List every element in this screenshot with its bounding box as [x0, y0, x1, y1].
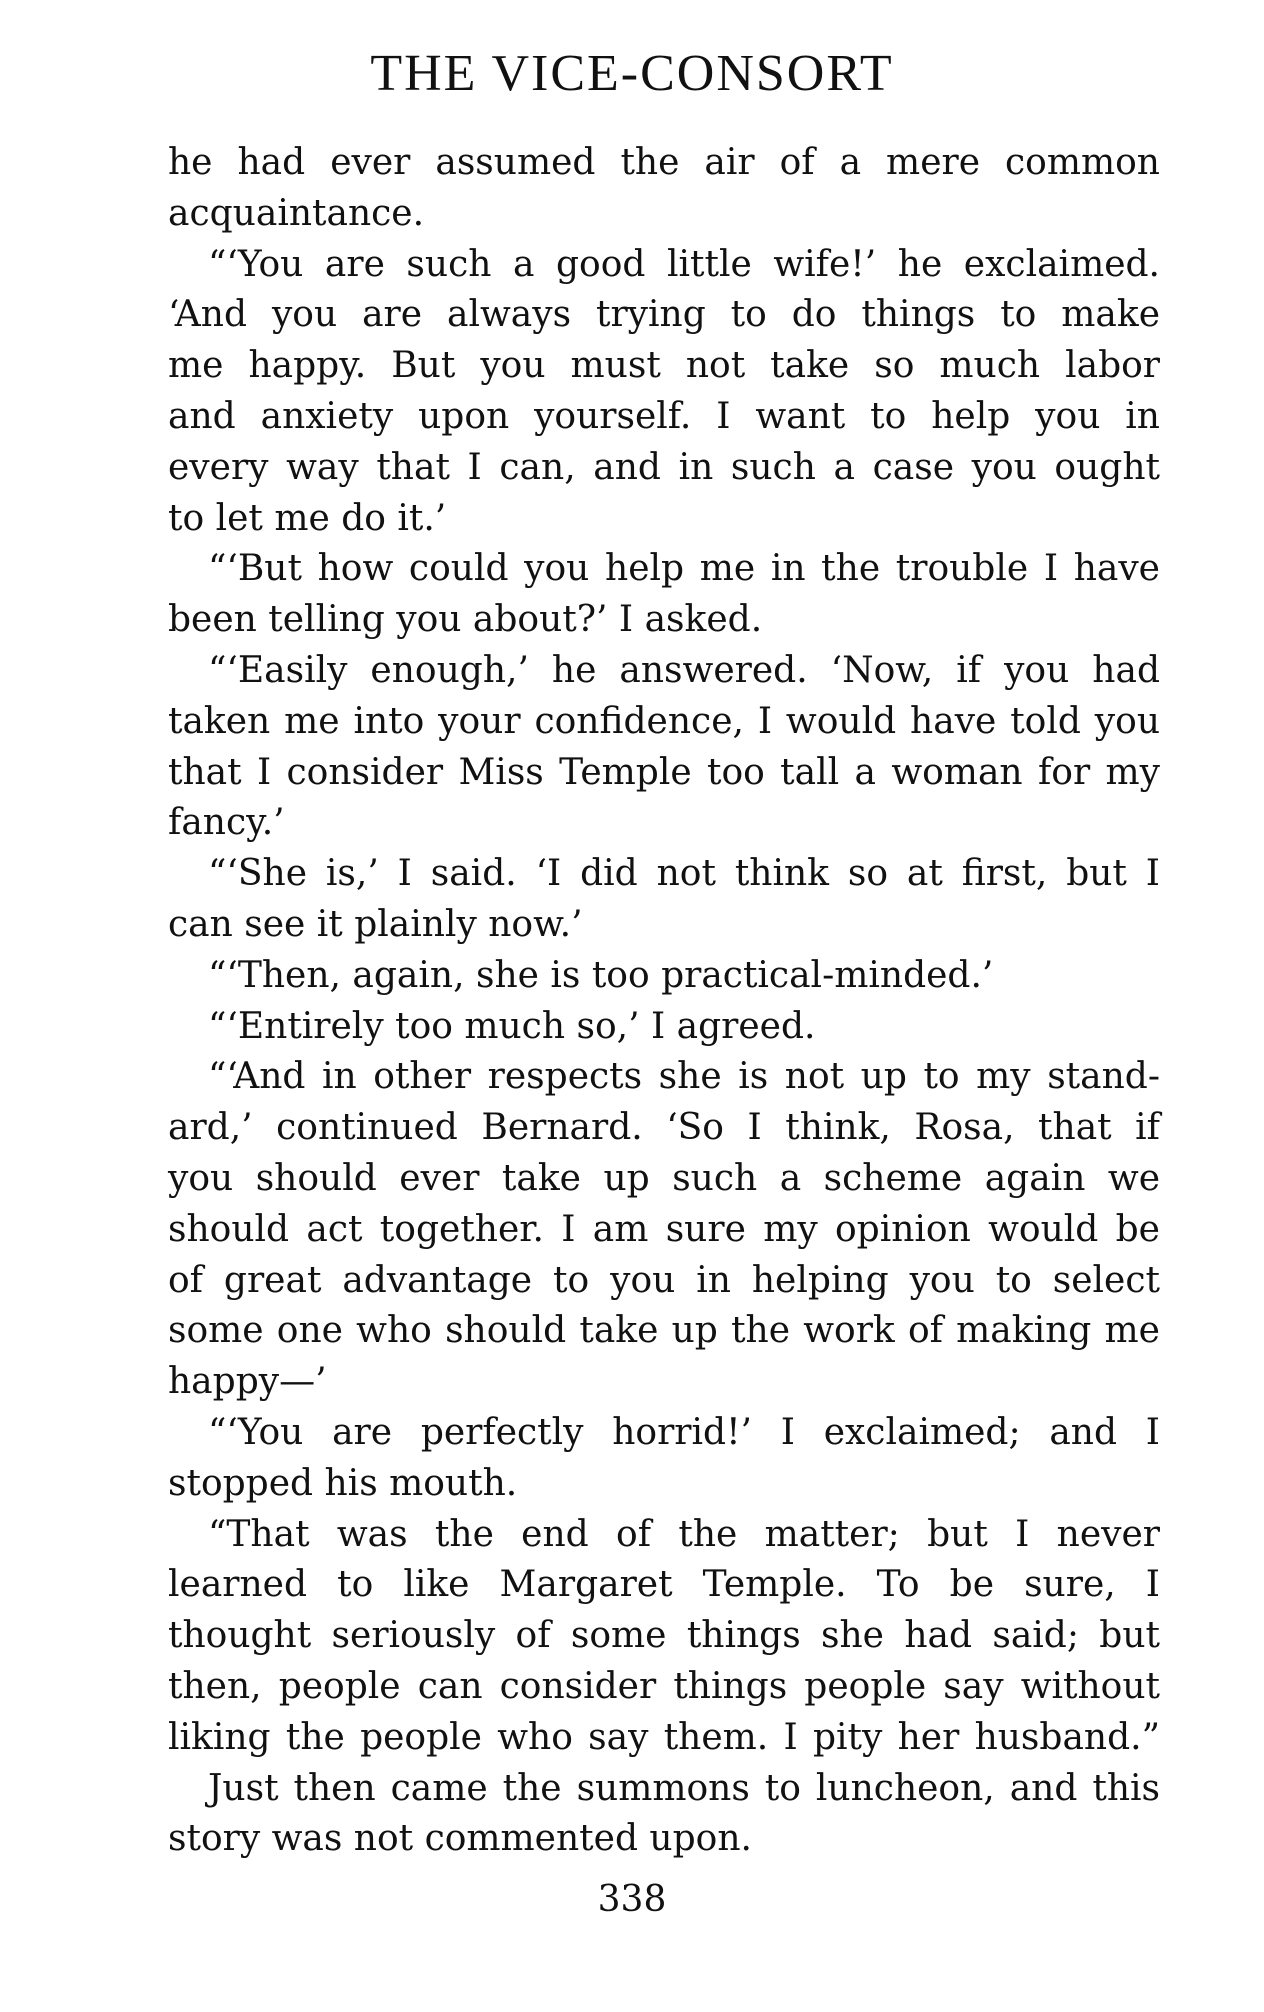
text-line: me happy. But you must not take so much labor	[168, 345, 1160, 387]
text-line: thought seriously of some things she had said; but	[168, 1615, 1160, 1657]
text-line: you should ever take up such a scheme again we	[168, 1157, 1160, 1199]
text-line: stopped his mouth.	[168, 1462, 518, 1504]
text-line: liking the people who say them. I pity her husband.”	[168, 1716, 1160, 1758]
text-line: every way that I can, and in such a case you ought	[168, 446, 1160, 488]
text-line: should act together. I am sure my opinion would be	[168, 1208, 1160, 1250]
text-line: “‘Easily enough,’ he answered. ‘Now, if you had	[208, 649, 1160, 691]
text-line: happy—’	[168, 1361, 327, 1403]
text-line: taken me into your confidence, I would have told you	[168, 700, 1160, 742]
text-line: “‘You are perfectly horrid!’ I exclaimed; and I	[208, 1411, 1160, 1453]
text-line: can see it plainly now.’	[168, 903, 583, 945]
text-line: ‘And you are always trying to do things to make	[168, 294, 1160, 336]
text-line: been telling you about?’ I asked.	[168, 599, 763, 641]
page-number: 338	[597, 1879, 667, 1920]
text-line: “That was the end of the matter; but I never	[208, 1513, 1160, 1555]
text-line: then, people can consider things people say without	[168, 1665, 1160, 1707]
body-text	[168, 138, 1160, 1865]
text-line: ard,’ continued Bernard. ‘So I think, Rosa, that if	[168, 1107, 1160, 1149]
text-line: “‘Then, again, she is too practical-minded.’	[208, 954, 994, 996]
text-line: story was not commented upon.	[168, 1818, 752, 1860]
text-line: that I consider Miss Temple too tall a woman for my	[168, 751, 1160, 793]
text-line: “‘You are such a good little wife!’ he exclaimed.	[208, 243, 1160, 285]
text-line: “‘And in other respects she is not up to my stand-	[208, 1056, 1160, 1098]
text-line: Just then came the summons to luncheon, and this	[208, 1767, 1160, 1809]
text-line: learned to like Margaret Temple. To be sure, I	[168, 1564, 1160, 1606]
text-line: acquaintance.	[168, 192, 425, 234]
text-line: “‘Entirely too much so,’ I agreed.	[208, 1005, 816, 1047]
text-line: of great advantage to you in helping you to select	[168, 1259, 1160, 1301]
text-line: “‘She is,’ I said. ‘I did not think so at first, but I	[208, 853, 1160, 895]
text-line: and anxiety upon yourself. I want to help you in	[168, 395, 1160, 437]
text-line: fancy.’	[168, 802, 285, 844]
text-line: some one who should take up the work of making me	[168, 1310, 1160, 1352]
text-line: he had ever assumed the air of a mere common	[168, 142, 1160, 183]
text-line: “‘But how could you help me in the trouble I have	[208, 548, 1160, 590]
running-title: THE VICE-CONSORT	[370, 45, 894, 102]
text-line: to let me do it.’	[168, 497, 447, 539]
